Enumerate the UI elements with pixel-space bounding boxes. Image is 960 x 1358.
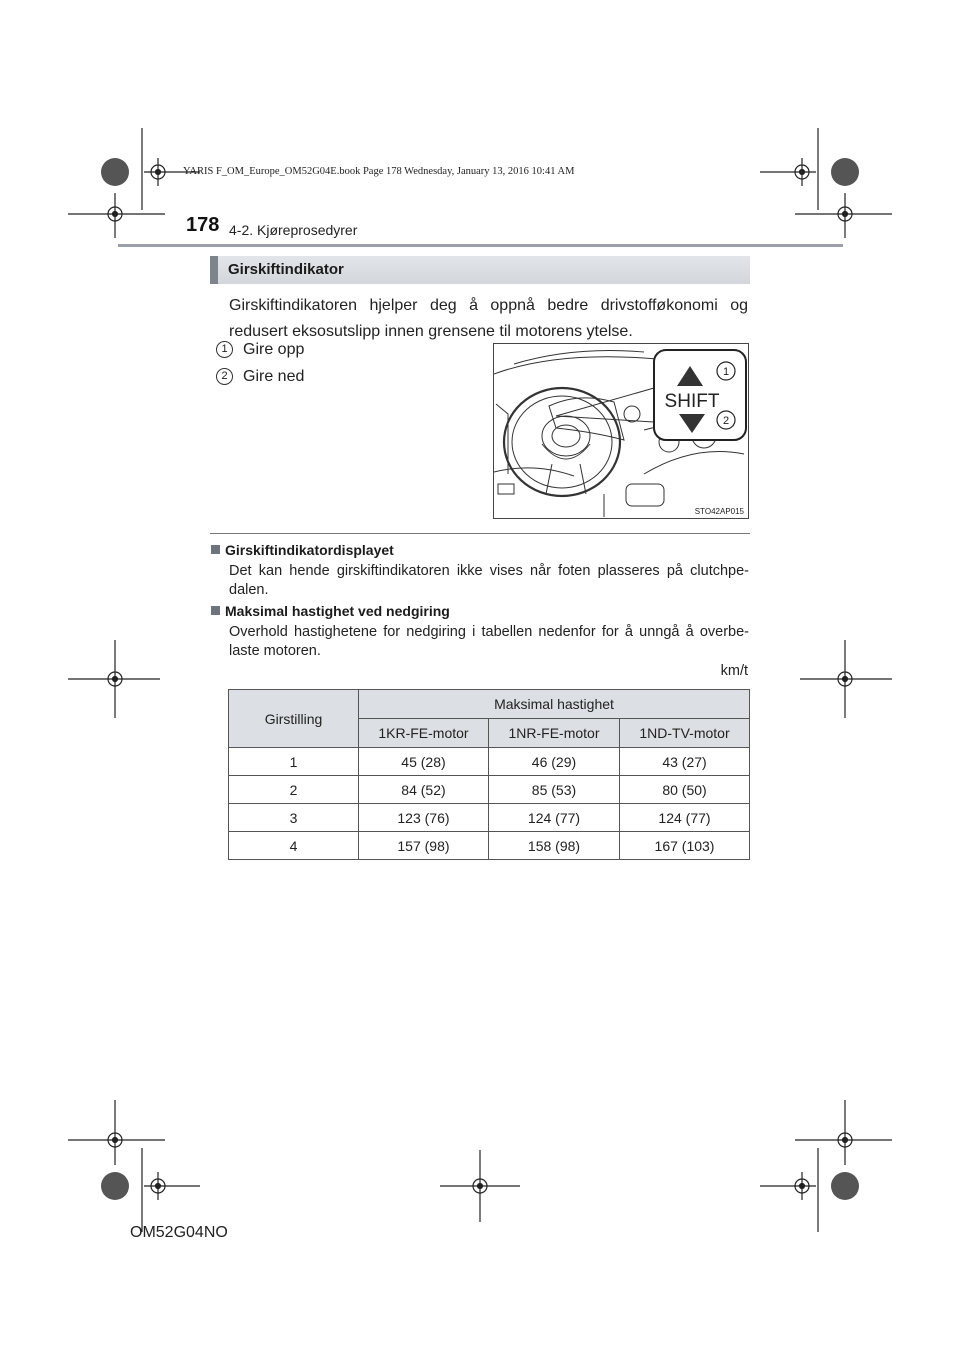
footer-code: OM52G04NO (130, 1224, 228, 1241)
speed-cell: 84 (52) (359, 776, 489, 804)
speed-cell: 46 (29) (488, 748, 619, 776)
dashboard-illustration (493, 343, 749, 519)
speed-cell: 167 (103) (620, 832, 750, 860)
speed-cell: 124 (77) (620, 804, 750, 832)
header-gear: Girstilling (229, 690, 359, 748)
max-speed-table (228, 689, 750, 860)
speed-cell: 80 (50) (620, 776, 750, 804)
section-divider (210, 533, 750, 534)
dashboard-drawing (494, 344, 747, 517)
gear-cell: 1 (229, 748, 359, 776)
table-row (229, 748, 750, 776)
speed-cell: 123 (76) (359, 804, 489, 832)
note-title-text: Maksimal hastighet ved nedgiring (225, 603, 450, 619)
list-item-shift-up (216, 341, 304, 359)
intro-paragraph: Girskiftindikatoren hjelper deg å oppnå bedre drivstofføkonomi og redusert eksosutslipp innen grensene til motorens ytelse. (229, 297, 748, 340)
speed-cell: 43 (27) (620, 748, 750, 776)
table-row (229, 776, 750, 804)
speed-cell: 85 (53) (488, 776, 619, 804)
bullet-square-icon (211, 545, 220, 554)
page-number: 178 (186, 214, 220, 236)
callout-number: 2 (216, 368, 233, 385)
callout-1: 1 (722, 366, 730, 378)
chapter-title: 4-2. Kjøreprosedyrer (229, 222, 358, 238)
header-engine: 1KR-FE-motor (359, 719, 489, 748)
table-row (229, 804, 750, 832)
note-body-display: Det kan hende girskiftindikatoren ikke vises når foten plasseres på clutchpe-dalen. (229, 563, 749, 598)
shift-label: SHIFT (664, 391, 720, 412)
illustration-code: STO42AP015 (694, 507, 744, 516)
section-title: Girskiftindikator (210, 256, 750, 284)
list-item-label: Gire ned (243, 368, 305, 385)
speed-cell: 158 (98) (488, 832, 619, 860)
speed-cell: 45 (28) (359, 748, 489, 776)
note-title-display (211, 542, 394, 558)
header-engine: 1ND-TV-motor (620, 719, 750, 748)
gear-cell: 4 (229, 832, 359, 860)
speed-cell: 124 (77) (488, 804, 619, 832)
note-title-max-speed (211, 603, 450, 619)
gear-cell: 3 (229, 804, 359, 832)
bullet-square-icon (211, 606, 220, 615)
note-body-max-speed: Overhold hastighetene for nedgiring i tabellen nedenfor for å unngå å overbe-laste motoren. (229, 624, 749, 659)
list-item-label: Gire opp (243, 341, 305, 358)
table-row (229, 832, 750, 860)
table-unit: km/t (720, 663, 748, 679)
gear-cell: 2 (229, 776, 359, 804)
note-title-text: Girskiftindikatordisplayet (225, 542, 394, 558)
list-item-shift-down (216, 368, 304, 386)
header-max-speed: Maksimal hastighet (359, 690, 750, 719)
callout-2: 2 (722, 415, 730, 427)
header-rule (118, 244, 843, 247)
header-engine: 1NR-FE-motor (488, 719, 619, 748)
file-header: YARIS F_OM_Europe_OM52G04E.book Page 178 Wednesday, January 13, 2016 10:41 AM (183, 166, 575, 177)
callout-number: 1 (216, 341, 233, 358)
speed-cell: 157 (98) (359, 832, 489, 860)
